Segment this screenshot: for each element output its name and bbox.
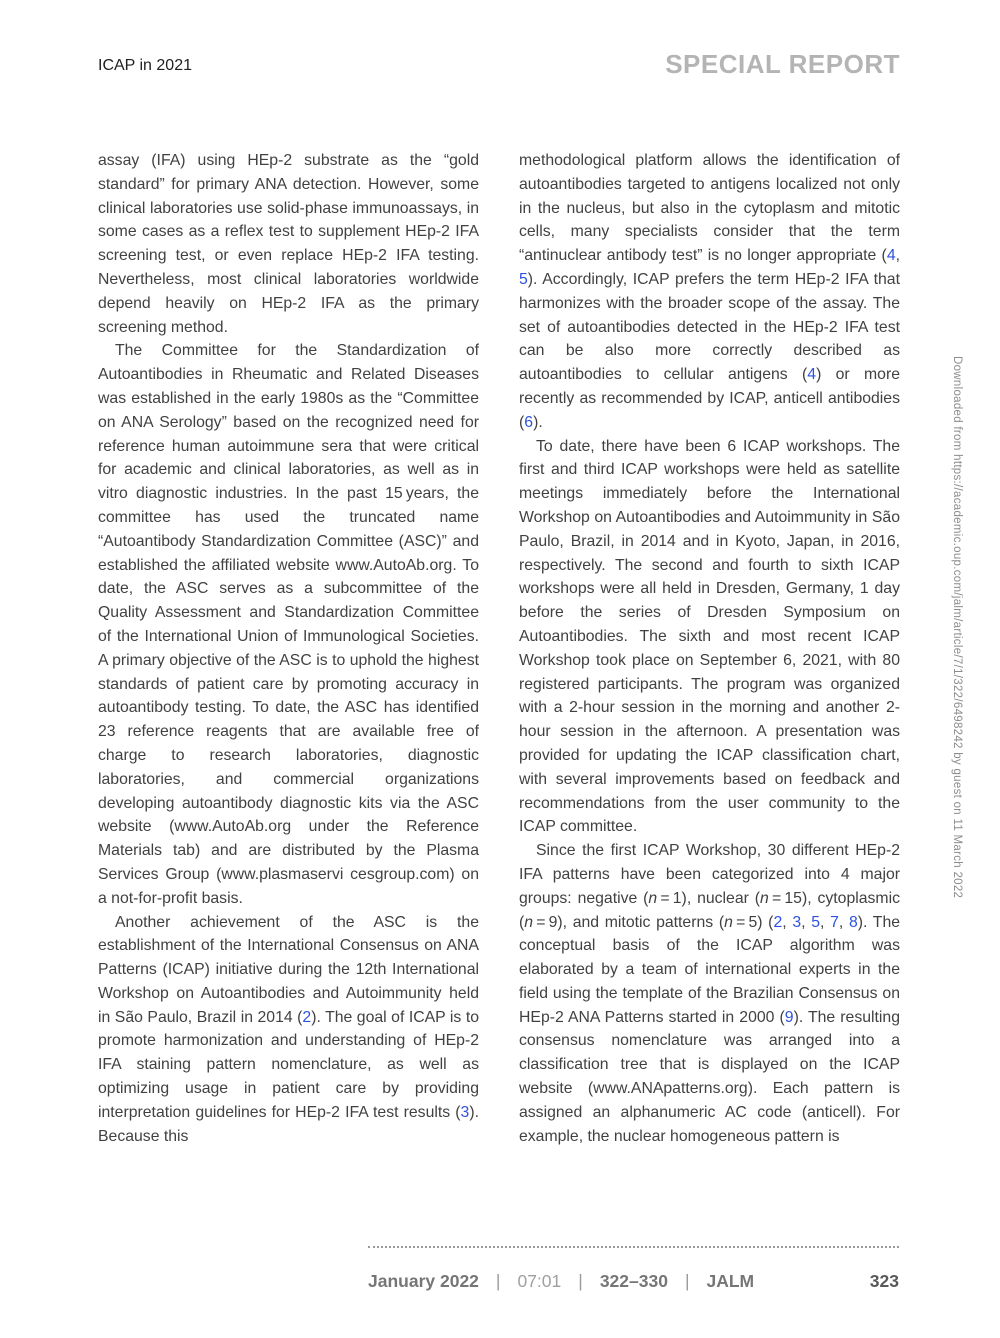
- reference-link[interactable]: 4: [807, 366, 817, 384]
- column-right: [519, 149, 900, 1148]
- text-run: ,: [782, 913, 793, 931]
- text-run: ,: [838, 913, 849, 931]
- reference-link[interactable]: 6: [524, 413, 534, 431]
- column-left: [98, 149, 479, 1148]
- reference-link[interactable]: 7: [830, 913, 839, 931]
- text-run: ,: [801, 913, 812, 931]
- reference-link[interactable]: 2: [302, 1008, 312, 1026]
- text-run: ,: [895, 247, 900, 265]
- reference-link[interactable]: 4: [886, 247, 896, 265]
- paragraph: [519, 839, 900, 1148]
- text-run: ).: [533, 413, 543, 431]
- page-header: [98, 50, 900, 79]
- reference-link[interactable]: 3: [792, 913, 802, 931]
- reference-link[interactable]: 2: [773, 913, 783, 931]
- text-run: = 9), and mitotic patterns (: [533, 913, 725, 931]
- footer-issue-date: January 2022: [368, 1271, 479, 1291]
- footer-time: 07:01: [517, 1271, 562, 1291]
- italic-text: n: [648, 889, 658, 907]
- page-footer: [368, 1271, 899, 1292]
- footer-separator: |: [578, 1271, 583, 1291]
- paragraph: [519, 149, 900, 435]
- text-run: = 5) (: [732, 913, 774, 931]
- text-run: = 1), nuclear (: [657, 889, 761, 907]
- footer-separator: |: [684, 1271, 690, 1291]
- text-run: ). Because this: [98, 1103, 479, 1145]
- text-run: The Committee for the Standardization of Autoantibodies in Rheumatic and Related Diseases was established in the early 1980s as the “Committee on ANA Serology” based on the recognized need for reference human autoimmune sera that were critical for academic and clinical laboratories, as well as in vitro diagnostic industries. In the past 15 years, the committee has used the truncated name “Autoantibody Standardization Committee (ASC)” and established the affiliated website www.AutoAb.org. To date, the ASC serves as a subcommittee of the Quality Assessment and Standardization Committee of the International Union of Immunological Societies. A primary objective of the ASC is to uphold the highest standards of patient care by promoting accuracy in autoantibody testing. To date, the ASC has identified 23 reference reagents that are available free of charge to research laboratories, diagnostic laboratories, and commercial organizations developing autoantibody diagnostic kits via the ASC website (www.AutoAb.org under the Reference Materials tab) and are distributed by the Plasma Services Group (www.plasmaservi cesgroup.com) on a not-for-profit basis.: [98, 342, 479, 907]
- italic-text: n: [724, 913, 733, 931]
- paragraph: [98, 911, 479, 1149]
- download-watermark: Downloaded from https://academic.oup.com/jalm/article/7/1/322/6498242 by guest on 11 March 2022: [951, 356, 963, 899]
- reference-link[interactable]: 8: [848, 913, 858, 931]
- text-run: ,: [820, 913, 831, 931]
- reference-link[interactable]: 3: [460, 1103, 470, 1121]
- italic-text: n: [760, 889, 769, 907]
- text-run: Since the first ICAP Workshop, 30 different HEp-2 IFA patterns have been categorized into 4 major groups: negative (: [519, 842, 900, 907]
- footer-page-range: 322–330: [599, 1271, 668, 1291]
- text-run: Another achievement of the ASC is the establishment of the International Consensus on ANA Patterns (ICAP) initiative during the 12th International Workshop on Autoantibodies and Autoimmunity held in São Paulo, Brazil in 2014 (: [98, 913, 479, 1026]
- running-title: ICAP in 2021: [98, 57, 192, 74]
- reference-link[interactable]: 5: [811, 913, 820, 931]
- text-run: ). The resulting consensus nomenclature was arranged into a classification tree that is displayed on the ICAP website (www.ANApatterns.org). Each pattern is assigned an alphanumeric AC code (anticell). For example, the nuclear homogeneous pattern is: [519, 1008, 900, 1145]
- footer-dotted-rule: [368, 1246, 899, 1248]
- reference-link[interactable]: 9: [784, 1008, 794, 1026]
- text-run: ) or more recently as recommended by ICAP, anticell antibodies (: [519, 366, 901, 431]
- article-body: [98, 149, 900, 1148]
- footer-page-number: 323: [869, 1271, 899, 1291]
- paragraph: [98, 339, 479, 910]
- text-run: To date, there have been 6 ICAP workshops. The first and third ICAP workshops were held as satellite meetings immediately before the International Workshop on Autoantibodies and Autoimmunity in São Paulo, Brazil, in 2014 and in Kyoto, Japan, in 2016, respectively. The second and fourth to sixth ICAP workshops were all held in Dresden, Germany, 1 day before the series of Dresden Symposium on Autoantibodies. The sixth and most recent ICAP Workshop took place on September 6, 2021, with 80 registered participants. The program was organized with a 2-hour session in the morning and another 2-hour session in the afternoon. A presentation was provided for updating the ICAP classification chart, with several improvements based on feedback and recommendations from the user community to the ICAP committee.: [519, 437, 900, 836]
- text-run: methodological platform allows the identification of autoantibodies targeted to antigens localized not only in the nucleus, but also in the cytoplasm and mitotic cells, many specialists consider that the term “antinuclear antibody test” is no longer appropriate (: [519, 152, 900, 265]
- text-run: ). The goal of ICAP is to promote harmonization and understanding of HEp-2 IFA staining pattern nomenclature, as well as optimizing usage in patient care by providing interpretation guidelines for HEp-2 IFA test results (: [98, 1008, 479, 1121]
- text-run: = 15), cytoplasmic (: [519, 889, 900, 931]
- paragraph: [98, 149, 479, 339]
- footer-separator: |: [495, 1271, 501, 1291]
- italic-text: n: [524, 913, 534, 931]
- text-run: ). The conceptual basis of the ICAP algorithm was elaborated by a team of international experts in the field using the template of the Brazilian Consensus on HEp-2 ANA Patterns started in 2000 (: [519, 913, 901, 1026]
- reference-link[interactable]: 5: [519, 270, 528, 288]
- paragraph: [519, 435, 900, 840]
- section-label: SPECIAL REPORT: [665, 49, 900, 79]
- footer-journal-abbrev: JALM: [706, 1271, 755, 1291]
- text-run: assay (IFA) using HEp-2 substrate as the “gold standard” for primary ANA detection. However, some clinical laboratories use solid-phase immunoassays, in some cases as a reflex test to supplement HEp-2 IFA screening test, or even replace HEp-2 IFA testing. Nevertheless, most clinical laboratories worldwide depend heavily on HEp-2 IFA as the primary screening method.: [98, 152, 479, 336]
- text-run: ). Accordingly, ICAP prefers the term HEp-2 IFA that harmonizes with the broader scope of the assay. The set of autoantibodies detected in the HEp-2 IFA test can be also more correctly described as autoantibodies to cellular antigens (: [519, 270, 900, 384]
